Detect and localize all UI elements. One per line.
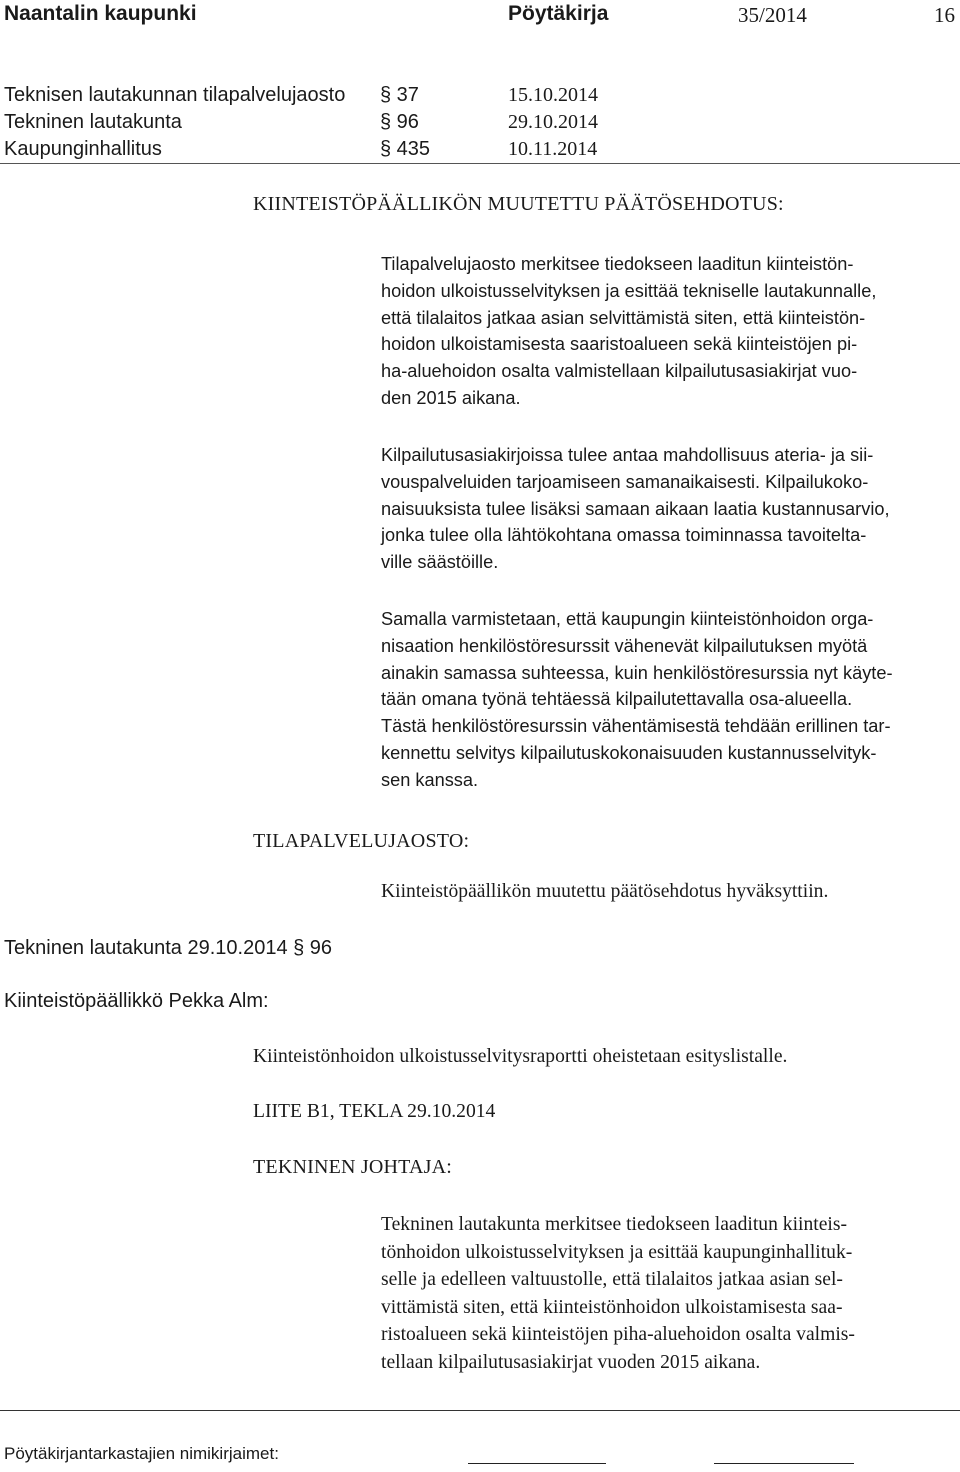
signature-line (468, 1463, 606, 1464)
proposal-heading: KIINTEISTÖPÄÄLLIKÖN MUUTETTU PÄÄTÖSEHDOTUS: (253, 193, 784, 215)
meeting-date: 29.10.2014 (508, 111, 598, 133)
meeting-date: 10.11.2014 (508, 138, 598, 160)
meeting-date: 15.10.2014 (508, 84, 598, 106)
document-type: Pöytäkirja (508, 2, 609, 25)
director-heading: TEKNINEN JOHTAJA: (253, 1156, 452, 1178)
meeting-body: Tekninen lautakunta (4, 111, 182, 133)
meeting-section: § 96 (380, 111, 419, 133)
meeting-section: § 435 (380, 138, 431, 160)
city-name: Naantalin kaupunki (4, 2, 197, 25)
signature-line (714, 1463, 854, 1464)
tilapalvelujaosto-decision: Kiinteistöpäällikön muutettu päätösehdotus hyväksyttiin. (381, 881, 829, 902)
director-proposal: Tekninen lautakunta merkitsee tiedokseen laaditun kiinteis- tönhoidon ulkoistusselvityksen ja esittää kaupunginhallituk- selle ja edelleen valtuustolle, että tilalaitos jatkaa asian sel- vittämistä siten, että kiinteistönhoidon ulkoistamisesta saa- ristoalueen sekä kiinteistöjen piha-aluehoidon osalta valmis- tellaan kilpailutusasiakirjat vuoden 2015 aikana. (381, 1214, 855, 1373)
proposal-paragraph: Samalla varmistetaan, että kaupungin kiinteistönhoidon orga- nisaation henkilöstöresurssit vähenevät kilpailutuksen myötä ainakin samassa suhteessa, kuin henkilöstöresurssia nyt käyte- tään omana työnä tehtäessä kilpailutettavalla osa-alueella. Tästä henkilöstöresurssin vähentämisestä tehdään erillinen tar- kennettu selvitys kilpailutuskokonaisuuden kustannusselvityk- sen kanssa. (381, 609, 893, 790)
attachment-reference: LIITE B1, TEKLA 29.10.2014 (253, 1101, 496, 1122)
footer-divider (0, 1410, 960, 1411)
meeting-body: Kaupunginhallitus (4, 138, 162, 160)
meeting-section: § 37 (380, 84, 419, 106)
meeting-body: Teknisen lautakunnan tilapalvelujaosto (4, 84, 346, 106)
presenter-label: Kiinteistöpäällikkö Pekka Alm: (4, 990, 269, 1012)
page-number: 16 (934, 3, 955, 27)
proposal-paragraph: Tilapalvelujaosto merkitsee tiedokseen laaditun kiinteistön- hoidon ulkoistusselvityksen ja esittää tekniselle lautakunnalle, että tilalaitos jatkaa asian selvittämistä siten, että kiinteistön- hoidon ulkoistamisesta saaristoalueen sekä kiinteistöjen pi- ha-aluehoidon osalta valmistellaan kilpailutusasiakirjat vuo- den 2015 aikana. (381, 254, 877, 408)
signature-label: Pöytäkirjantarkastajien nimikirjaimet: (4, 1444, 279, 1463)
meeting-reference: Tekninen lautakunta 29.10.2014 § 96 (4, 937, 333, 959)
tilapalvelujaosto-heading: TILAPALVELUJAOSTO: (253, 830, 470, 852)
proposal-paragraph: Kilpailutusasiakirjoissa tulee antaa mahdollisuus ateria- ja sii- vouspalveluiden tarjoamiseen samanaikaisesti. Kilpailukoko- naisuuksista tulee lisäksi samaan aikaan laatia kustannusarvio, jonka tulee olla lähtökohtana omassa toiminnassa tavoitelta- ville säästöille. (381, 445, 890, 573)
document-number: 35/2014 (738, 3, 807, 27)
report-line: Kiinteistönhoidon ulkoistusselvitysraportti oheistetaan esityslistalle. (253, 1046, 788, 1067)
header-divider (0, 163, 960, 164)
